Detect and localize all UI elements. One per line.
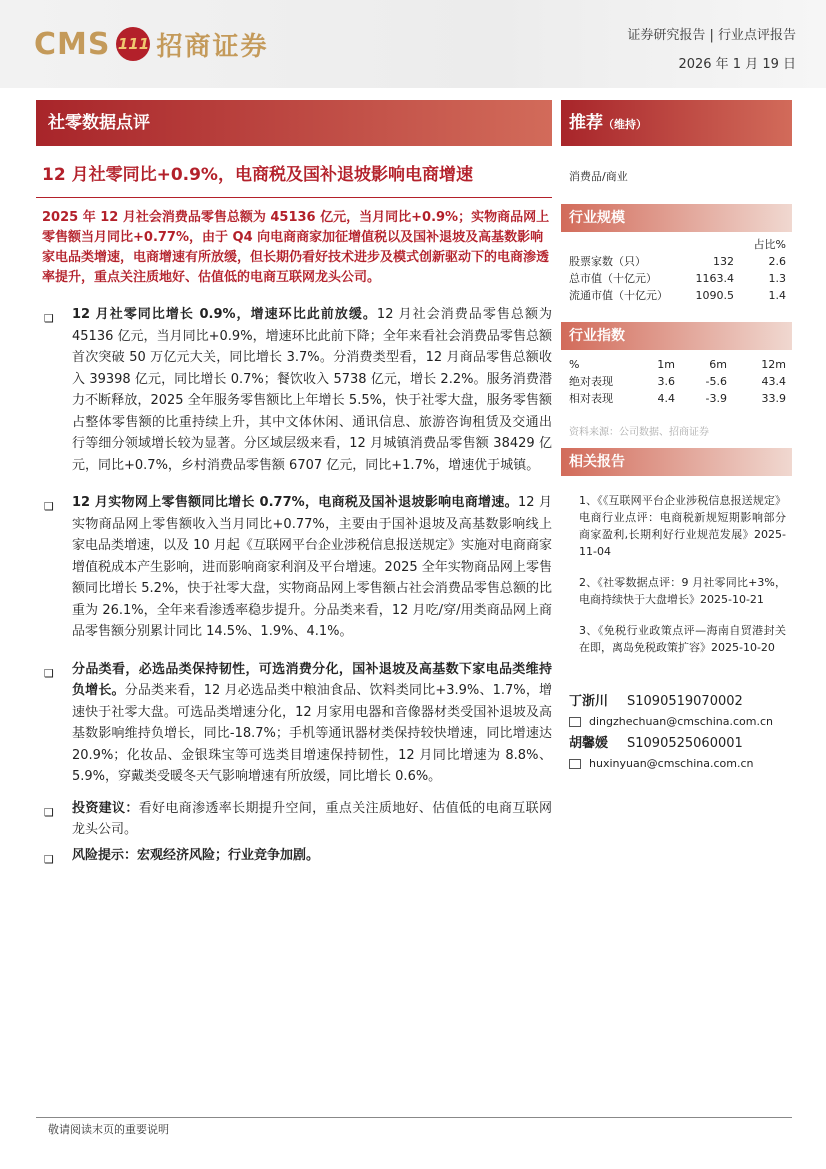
table-row bbox=[569, 287, 786, 304]
table-header-row bbox=[569, 236, 786, 253]
bullet-text: 分品类来看，12 月必选品类中粮油食品、饮料类同比+3.9%、1.7%，增速快于社零大盘。可选品类增速分化，12 月家用电器和音像器材类受国补退坡及高基数影响维持负增长，同比-18.7%；手机等通讯器材类保持较快增速，同比增速达 20.9%；化妆品、金银珠宝等可选类目增速保持韧性，12 月同比增速为 8.8%、5.9%，穿戴类受暖冬天气影响增速有所放缓，同比增长 0.6%。 bbox=[72, 683, 552, 784]
square-bullet-icon: ❑ bbox=[44, 666, 54, 680]
row-pct: 1.4 bbox=[768, 289, 786, 302]
main-column bbox=[36, 100, 552, 866]
table-row bbox=[569, 270, 786, 287]
bullet-lead: 风险提示：宏观经济风险；行业竞争加剧。 bbox=[72, 847, 320, 863]
table-row bbox=[569, 390, 786, 407]
cell: 33.9 bbox=[761, 392, 786, 405]
table-row bbox=[569, 373, 786, 390]
table-row bbox=[569, 253, 786, 270]
company-logo bbox=[34, 22, 269, 66]
cell: -3.9 bbox=[705, 392, 727, 405]
row-label: 绝对表现 bbox=[569, 375, 613, 388]
summary-paragraph: 2025 年 12 月社会消费品零售总额为 45136 亿元，当月同比+0.9%；实物商品网上零售额当月同比+0.77%，由于 Q4 向电商商家加征增值税以及国补退坡及高基数影响家电品类增速，电商增速有所放缓，但长期仍看好技术进步及模式创新驱动下的电商渗透率提升，重点关注质地好、估值低的电商互联网龙头公司。 bbox=[42, 210, 550, 285]
related-report: 1、《《互联网平台企业涉税信息报送规定》电商行业点评：电商税新规短期影响部分商家盈利,长期利好行业规范发展》2025-11-04 bbox=[579, 494, 786, 558]
bullet-lead: 12 月社零同比增长 0.9%，增速环比此前放缓。 bbox=[72, 307, 377, 322]
author-email-line bbox=[569, 757, 792, 770]
sector-label: 消费品/商业 bbox=[569, 170, 628, 183]
cell: 4.4 bbox=[657, 392, 675, 405]
rating: 推荐 bbox=[569, 113, 603, 133]
title-divider bbox=[36, 197, 552, 198]
row-pct: 2.6 bbox=[768, 255, 786, 268]
index-table bbox=[569, 356, 786, 407]
author-email: huxinyuan@cmschina.com.cn bbox=[589, 757, 754, 770]
bullet-lead: 分品类看，必选品类保持韧性，可选消费分化，国补退坡及高基数下家电品类维持负增长。 bbox=[72, 661, 552, 698]
author-id: S1090519070002 bbox=[627, 694, 743, 709]
footer-note: 敬请阅读末页的重要说明 bbox=[48, 1123, 169, 1136]
square-bullet-icon: ❑ bbox=[44, 805, 54, 819]
section-bar: 社零数据点评 bbox=[36, 100, 552, 146]
col-header: 12m bbox=[761, 358, 786, 371]
bullet-item bbox=[36, 304, 552, 476]
cell: 43.4 bbox=[761, 375, 786, 388]
row-value: 1090.5 bbox=[695, 289, 734, 302]
bullet-text: 12 月实物商品网上零售额收入当月同比+0.77%，主要由于国补退坡及高基数影响线上家电品类增速，以及 10 月起《互联网平台企业涉税信息报送规定》实施对电商商家增值税成本产生影响，进而影响商家利润及平台增速。2025 全年实物商品网上零售额同比增长 5.2%，快于社零大盘，实物商品网上零售额占社会消费品零售总额的比重为 26.1%，全年来看渗透率稳步提升。分品类来看，12 月吃/穿/用类商品网上商品零售额分别累计同比 14.5%、1.9%、4.1%。 bbox=[72, 495, 552, 639]
author-block bbox=[561, 690, 792, 770]
cell: 3.6 bbox=[657, 375, 675, 388]
rating-bar bbox=[561, 100, 792, 146]
report-title: 12 月社零同比+0.9%，电商税及国补退坡影响电商增速 bbox=[42, 165, 473, 185]
author-line bbox=[569, 690, 792, 709]
row-label: 相对表现 bbox=[569, 392, 613, 405]
author-name: 丁浙川 bbox=[569, 694, 609, 709]
row-pct: 1.3 bbox=[768, 272, 786, 285]
bullet-item bbox=[36, 845, 552, 867]
col-header: 6m bbox=[709, 358, 727, 371]
mail-icon bbox=[569, 717, 581, 727]
related-section-title: 相关报告 bbox=[561, 448, 792, 476]
report-type: 证券研究报告 | 行业点评报告 bbox=[627, 28, 796, 43]
bullet-lead: 12 月实物网上零售额同比增长 0.77%，电商税及国补退坡影响电商增速。 bbox=[72, 495, 518, 510]
author-line bbox=[569, 732, 792, 751]
square-bullet-icon: ❑ bbox=[44, 500, 54, 513]
row-label: 流通市值（十亿元） bbox=[569, 289, 668, 302]
cell: -5.6 bbox=[705, 375, 727, 388]
mail-icon bbox=[569, 759, 581, 769]
bullet-text: 看好电商渗透率长期提升空间，重点关注质地好、估值低的电商互联网龙头公司。 bbox=[72, 800, 552, 837]
row-label: 股票家数（只） bbox=[569, 255, 646, 268]
row-label: 总市值（十亿元） bbox=[569, 272, 657, 285]
row-value: 132 bbox=[713, 255, 734, 268]
col-header: 1m bbox=[657, 358, 675, 371]
author-email-line bbox=[569, 715, 792, 728]
author-name: 胡馨媛 bbox=[569, 736, 609, 751]
author-id: S1090525060001 bbox=[627, 736, 743, 751]
square-bullet-icon: ❑ bbox=[44, 312, 54, 325]
bullet-item bbox=[36, 798, 552, 841]
scale-table bbox=[569, 236, 786, 304]
logo-emblem-icon: 111 bbox=[116, 27, 150, 61]
logo-text-en: CMS bbox=[34, 26, 111, 62]
index-section-title: 行业指数 bbox=[561, 322, 792, 350]
bullet-item bbox=[36, 659, 552, 788]
related-report: 3、《免税行业政策点评—海南自贸港封关在即，离岛免税政策扩容》2025-10-20 bbox=[579, 624, 786, 654]
square-bullet-icon: ❑ bbox=[44, 852, 54, 866]
col-header: % bbox=[569, 358, 580, 371]
bullet-lead: 投资建议： bbox=[72, 800, 139, 816]
header-meta bbox=[627, 24, 796, 72]
data-source: 资料来源：公司数据、招商证券 bbox=[569, 427, 709, 438]
table-header-row bbox=[569, 356, 786, 373]
report-date: 2026 年 1 月 19 日 bbox=[678, 57, 796, 72]
pct-header: 占比% bbox=[753, 238, 786, 251]
logo-text-cn: 招商证券 bbox=[156, 31, 269, 62]
author-email: dingzhechuan@cmschina.com.cn bbox=[589, 715, 773, 728]
bullet-text: 12 月社会消费品零售总额为 45136 亿元，当月同比+0.9%，增速环比此前下降；全年来看社会消费品零售总额首次突破 50 万亿元大关，同比增长 3.7%。分消费类型看，12 月商品零售总额收入 39398 亿元，同比增长 0.7%；餐饮收入 5738 亿元，增长 2.2%。服务消费潜力不断释放，2025 全年服务零售额比上年增长 5.5%，快于社零大盘，服务零售额占整体零售额的比重持续上升，其中文体休闲、通讯信息、旅游咨询租赁及交通出行等细分领域增长较为显著。分区域层级来看，12 月城镇消费品零售额 38429 亿元，同比+0.7%，乡村消费品零售额 6707 亿元，同比+1.7%，增速优于城镇。 bbox=[72, 307, 552, 473]
bullet-item bbox=[36, 492, 552, 643]
row-value: 1163.4 bbox=[695, 272, 734, 285]
scale-section-title: 行业规模 bbox=[561, 204, 792, 232]
sidebar bbox=[561, 100, 792, 979]
rating-note: （维持） bbox=[603, 118, 647, 131]
related-report: 2、《社零数据点评：9 月社零同比+3%，电商持续快于大盘增长》2025-10-21 bbox=[579, 576, 786, 606]
footer-divider bbox=[36, 1117, 792, 1118]
